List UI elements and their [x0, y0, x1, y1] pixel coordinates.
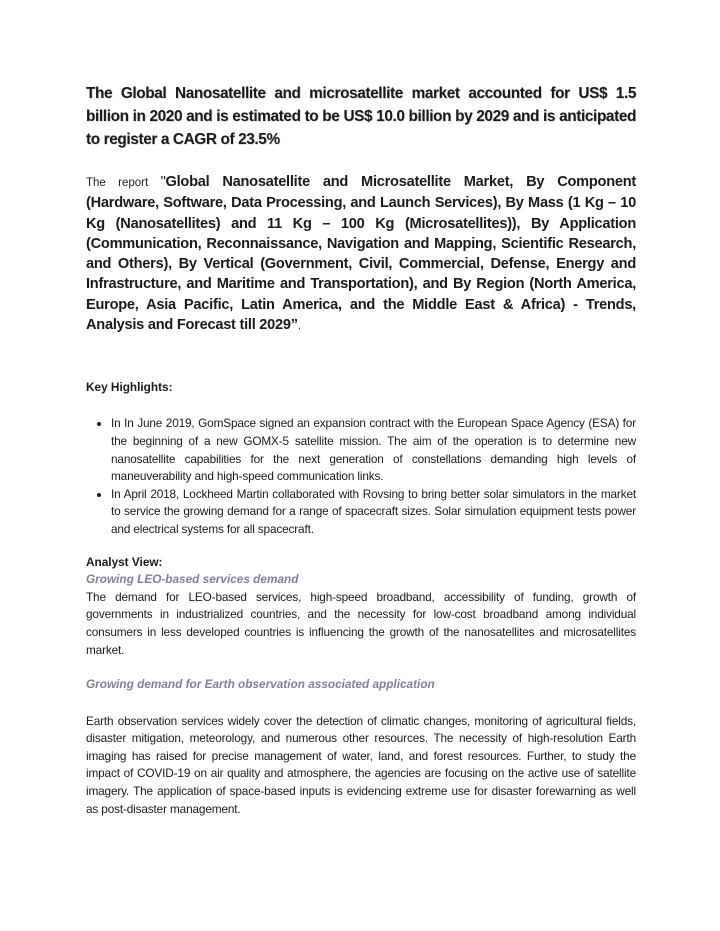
key-highlights-heading: Key Highlights: — [86, 380, 173, 395]
list-item: • In In June 2019, GomSpace signed an expansion contract with the European Space Agency (ESA) for the beginning of a new GOMX-5 satellite mission. The aim of the operation is to determine new nanosatellite capabilities for the next generation of constellations demanding high levels of maneuverability and high-speed communication links. — [111, 415, 636, 485]
section-paragraph: Earth observation services widely cover the detection of climatic changes, monitoring of agricultural fields, disaster mitigation, meteorology, and numerous other resources. The necessity of high-resolution Earth imaging has raised for precise management of water, land, and forest resources. Further, to study the impact of COVID-19 on air quality and atmosphere, the agencies are focusing on the active use of satellite imagery. The application of space-based inputs is evidencing extreme use for disaster forewarning as well as post-disaster management. — [86, 713, 636, 816]
report-intro: The report — [86, 177, 161, 189]
headline: The Global Nanosatellite and microsatellite market accounted for US$ 1.5 billion in 2020 and is estimated to be US$ 10.0 billion by 2029 and is anticipated to register a CAGR of 23.5% — [86, 85, 636, 148]
section-subheading: Growing demand for Earth observation associated application — [86, 677, 435, 692]
section-subheading: Growing LEO-based services demand — [86, 572, 299, 587]
analyst-view-heading: Analyst View: — [86, 554, 163, 569]
report-open-quote: " — [160, 174, 166, 190]
list-item: • In April 2018, Lockheed Martin collaborated with Rovsing to bring better solar simulators in the market to service the growing demand for a range of spacecraft sizes. Solar simulation equipment tests power and electrical systems for all spacecraft. — [111, 486, 636, 539]
document-page — [86, 82, 636, 818]
report-end: . — [297, 320, 302, 333]
report-paragraph — [86, 172, 636, 336]
report-title: Global Nanosatellite and Microsatellite Market, By Component (Hardware, Software, Data Processing, and Launch Services), By Mass (1 Kg – 10 Kg (Nanosatellites) and 11 Kg – 100 Kg (Microsatellites)), By Application (Communication, Reconnaissance, Navigation and Mapping, Scientific Research, and Others), By Vertical (Government, Civil, Commercial, Defense, Energy and Infrastructure, and Maritime and Transportation), and By Region (North America, Europe, Asia Pacific, Latin America, and the Middle East & Africa) - Trends, Analysis and Forecast till 2029” — [86, 174, 637, 334]
section-paragraph: The demand for LEO-based services, high-speed broadband, accessibility of funding, growth of governments in industrialized countries, and the necessity for low-cost broadband among individual consumers in less developed countries is influencing the growth of the nanosatellites and microsatellites market. — [86, 589, 636, 657]
key-highlights-list — [86, 415, 636, 538]
